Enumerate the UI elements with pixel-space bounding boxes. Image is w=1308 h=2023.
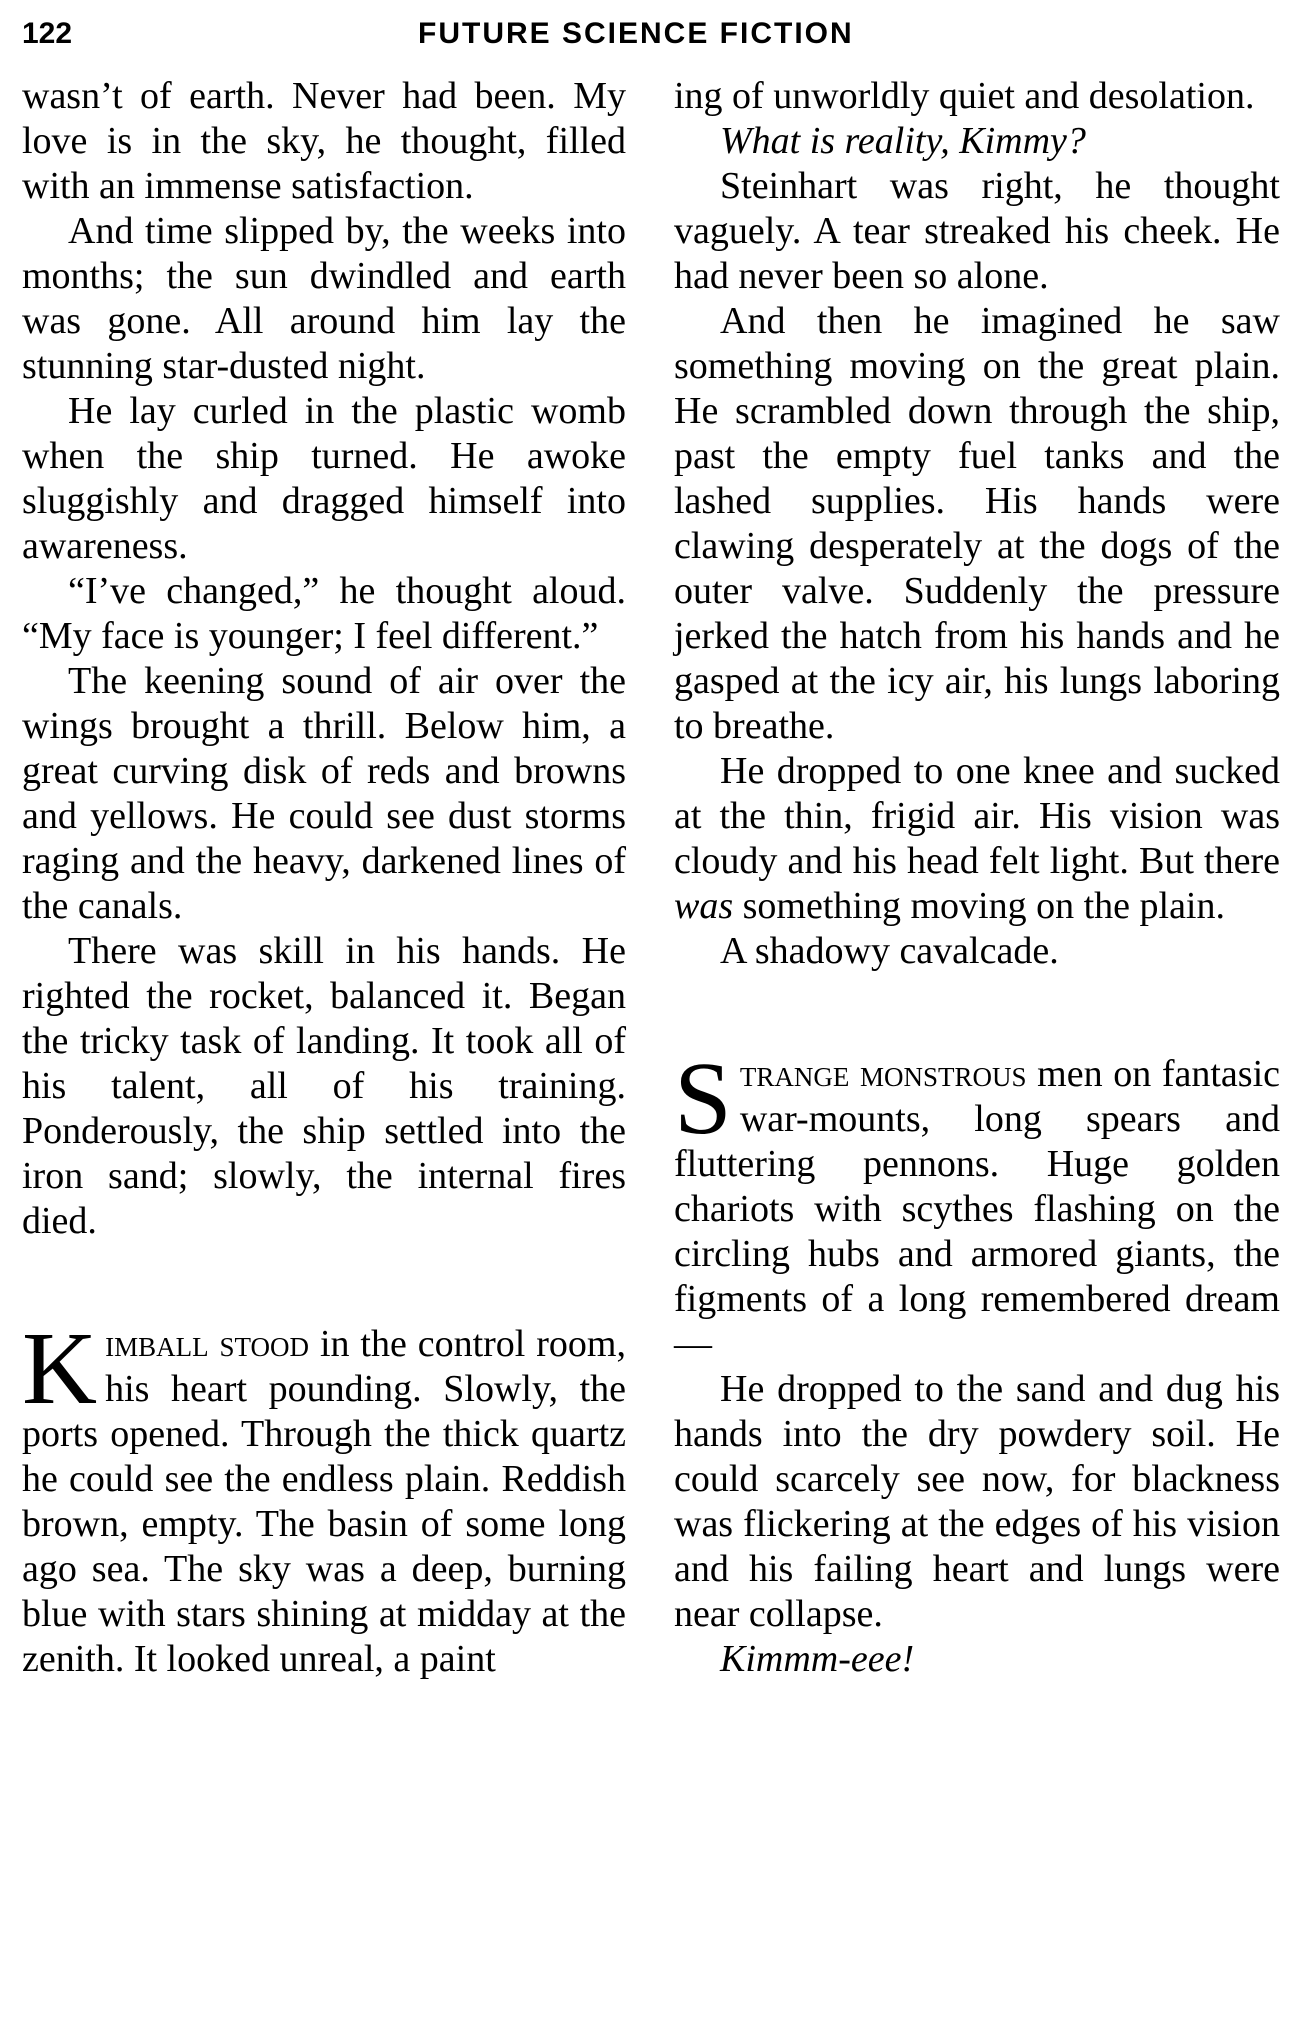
section-body-text: men on fantasic war-mounts, long spears and fluttering pennons. Huge golden chariots with scythes flashing on the circling hubs and armored giants, the figments of a long remembered dream — (674, 1053, 1280, 1365)
paragraph: And time slipped by, the weeks into months; the sun dwindled and earth was gone. All around him lay the stunning star-dusted night. (22, 210, 626, 387)
section-break (674, 974, 1280, 1052)
section-body-text: in the control room, his heart pounding. Slowly, the ports opened. Through the thick quartz he could see the endless plain. Reddish brown, empty. The basin of some long ago sea. The sky was a deep, burning blue with stars shining at midday at the zenith. It looked unreal, a paint (22, 1323, 626, 1680)
paragraph: wasn’t of earth. Never had been. My love is in the sky, he thought, filled with an immense satisfaction. (22, 75, 626, 207)
paragraph: The keening sound of air over the wings brought a thrill. Below him, a great curving disk of reds and browns and yellows. He could see dust storms raging and the heavy, darkened lines of the canals. (22, 660, 626, 927)
paragraph: He lay curled in the plastic womb when the ship turned. He awoke sluggishly and dragged himself into awareness. (22, 390, 626, 567)
italic-paragraph: Kimmm-eee! (720, 1638, 915, 1680)
section-opening-paragraph (674, 1041, 1280, 1367)
paragraph-text: He dropped to one knee and sucked at the thin, frigid air. His vision was cloudy and his head felt light. But there (674, 750, 1280, 882)
page-header (0, 6, 1308, 58)
emphasis-text: was (674, 885, 734, 927)
running-head: FUTURE SCIENCE FICTION (418, 17, 854, 50)
left-column (22, 74, 626, 1682)
paragraph: He dropped to the sand and dug his hands into the dry powdery soil. He could scarcely see now, for blackness was flickering at the edges of his vision and his failing heart and lungs were near collapse. (674, 1368, 1280, 1635)
italic-paragraph: What is reality, Kimmy? (720, 120, 1086, 162)
paragraph: Steinhart was right, he thought vaguely. A tear streaked his cheek. He had never been so alone. (674, 165, 1280, 297)
paragraph: A shadowy cavalcade. (720, 930, 1059, 972)
right-column (674, 74, 1280, 1682)
paragraph (674, 749, 1280, 929)
paragraph: There was skill in his hands. He righted the rocket, balanced it. Began the tricky task of landing. It took all of his talent, all of his training. Ponderously, the ship settled into the iron sand; slowly, the internal fires died. (22, 930, 626, 1242)
page-number: 122 (22, 17, 73, 50)
section-break (22, 1244, 626, 1322)
lead-in-caps: trange monstrous (739, 1053, 1027, 1095)
lead-in-caps: imball stood (105, 1323, 310, 1365)
paragraph: ing of unworldly quiet and desolation. (674, 75, 1255, 117)
paragraph: “I’ve changed,” he thought aloud. “My face is younger; I feel different.” (22, 570, 626, 657)
drop-cap: S (674, 1041, 732, 1156)
paragraph: And then he imagined he saw something moving on the great plain. He scrambled down through the ship, past the empty fuel tanks and the lashed supplies. His hands were clawing desperately at the dogs of the outer valve. Suddenly the pressure jerked the hatch from his hands and he gasped at the icy air, his lungs laboring to breathe. (674, 300, 1280, 747)
paragraph-text: something moving on the plain. (733, 885, 1225, 927)
section-opening-paragraph (22, 1311, 626, 1682)
drop-cap: K (22, 1311, 98, 1426)
